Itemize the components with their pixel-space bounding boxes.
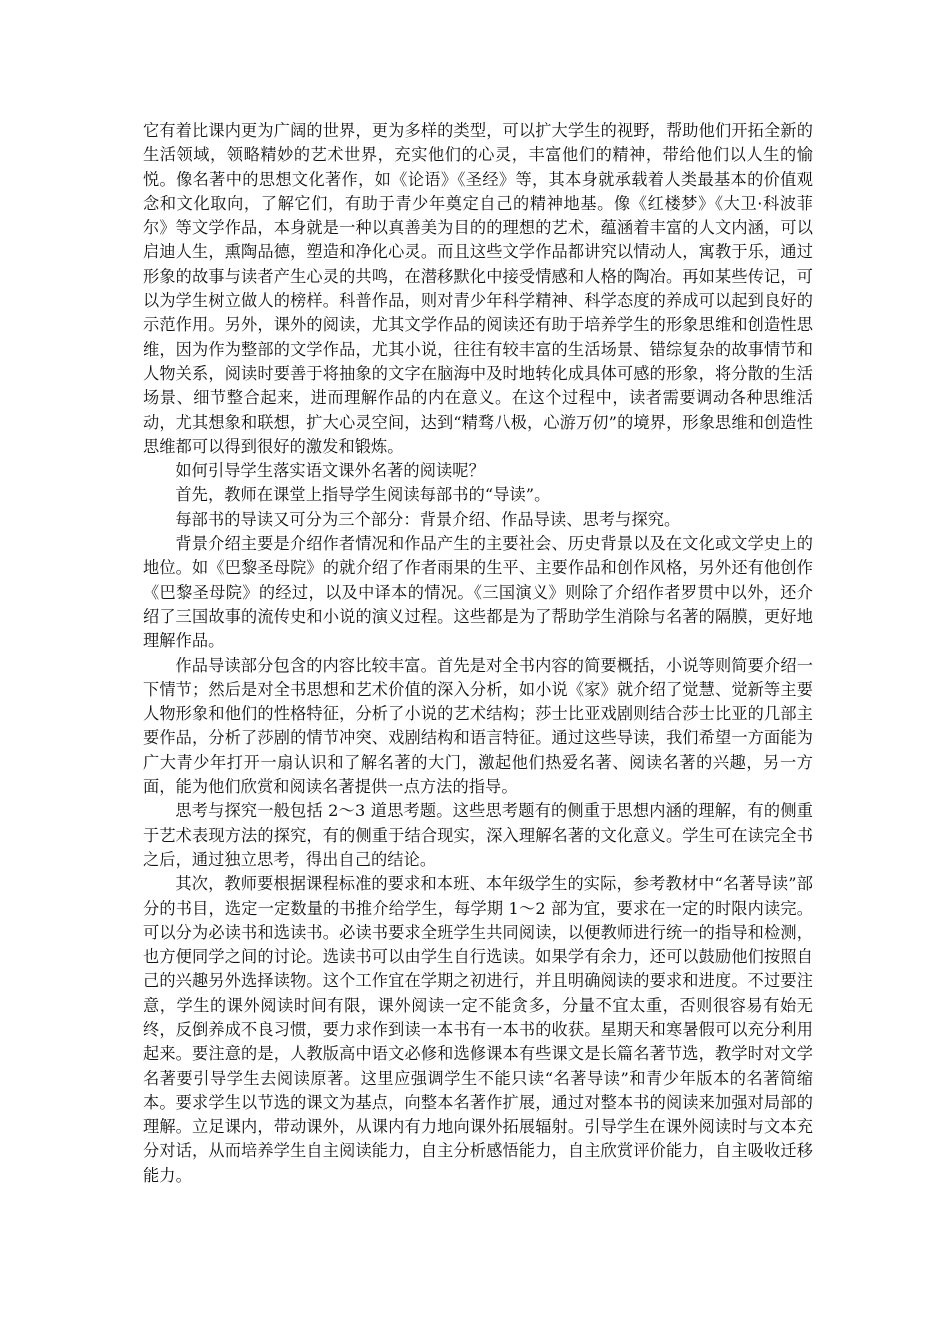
paragraph-question: 如何引导学生落实语文课外名著的阅读呢？ xyxy=(175,461,485,481)
paragraph-thinking: 思考与探究一般包括 2～3 道思考题。这些思考题有的侧重于思想内涵的理解，有的侧重于艺术表现方法的探究，有的侧重于结合现实，深入理解名著的文化意义。学生可在读完全书之后，通过独立思考，得出自己的结论。 xyxy=(143,801,813,869)
document-body xyxy=(143,119,813,1188)
paragraph-guide-parts: 每部书的导读又可分为三个部分：背景介绍、作品导读、思考与探究。 xyxy=(175,509,681,529)
paragraph-second-step: 其次，教师要根据课程标准的要求和本班、本年级学生的实际，参考教材中“名著导读”部分的书目，选定一定数量的书推介给学生，每学期 1～2 部为宜，要求在一定的时限内读完。可以分为必读书和选读书。必读书要求全班学生共同阅读，以便教师进行统一的指导和检测，也方便同学之间的讨论。选读书可以由学生自行选读。如果学有余力，还可以鼓励他们按照自己的兴趣另外选择读物。这个工作宜在学期之初进行，并且明确阅读的要求和进度。不过要注意，学生的课外阅读时间有限，课外阅读一定不能贪多，分量不宜太重，否则很容易有始无终，反倒养成不良习惯，要力求作到读一本书有一本书的收获。星期天和寒暑假可以充分利用起来。要注意的是，人教版高中语文必修和选修课本有些课文是长篇名著节选，教学时对文学名著要引导学生去阅读原著。这里应强调学生不能只读“名著导读”和青少年版本的名著简缩本。要求学生以节选的课文为基点，向整本名著作扩展，通过对整本书的阅读来加强对局部的理解。立足课内，带动课外，从课内有力地向课外拓展辐射。引导学生在课外阅读时与文本充分对话，从而培养学生自主阅读能力，自主分析感悟能力，自主欣赏评价能力，自主吸收迁移能力。 xyxy=(143,874,813,1185)
paragraph-first-step: 首先，教师在课堂上指导学生阅读每部书的“导读”。 xyxy=(175,485,551,505)
paragraph-continuation: 它有着比课内更为广阔的世界，更为多样的类型，可以扩大学生的视野，帮助他们开拓全新的生活领域，领略精妙的艺术世界，充实他们的心灵，丰富他们的精神，带给他们以人生的愉悦。像名著中的思想文化著作，如《论语》《圣经》等，其本身就承载着人类最基本的价值观念和文化取向，了解它们，有助于青少年奠定自己的精神地基。像《红楼梦》《大卫·科波菲尔》等文学作品，本身就是一种以真善美为目的的理想的艺术，蕴涵着丰富的人文内涵，可以启迪人生，熏陶品德，塑造和净化心灵。而且这些文学作品都讲究以情动人，寓教于乐，通过形象的故事与读者产生心灵的共鸣，在潜移默化中接受情感和人格的陶冶。再如某些传记，可以为学生树立做人的榜样。科普作品，则对青少年科学精神、科学态度的养成可以起到良好的示范作用。另外，课外的阅读，尤其文学作品的阅读还有助于培养学生的形象思维和创造性思维，因为作为整部的文学作品，尤其小说，往往有较丰富的生活场景、错综复杂的故事情节和人物关系，阅读时要善于将抽象的文字在脑海中及时地转化成具体可感的形象，将分散的生活场景、细节整合起来，进而理解作品的内在意义。在这个过程中，读者需要调动各种思维活动，尤其想象和联想，扩大心灵空间，达到“精骛八极，心游万仞”的境界，形象思维和创造性思维都可以得到很好的激发和锻炼。 xyxy=(143,121,813,456)
paragraph-background: 背景介绍主要是介绍作者情况和作品产生的主要社会、历史背景以及在文化或文学史上的地位。如《巴黎圣母院》的就介绍了作者雨果的生平、主要作品和创作风格，另外还有他创作《巴黎圣母院》的经过，以及中译本的情况。《三国演义》则除了介绍作者罗贯中以外，还介绍了三国故事的流传史和小说的演义过程。这些都是为了帮助学生消除与名著的隔膜，更好地理解作品。 xyxy=(143,534,813,651)
paragraph-work-guide: 作品导读部分包含的内容比较丰富。首先是对全书内容的简要概括，小说等则简要介绍一下情节；然后是对全书思想和艺术价值的深入分析，如小说《家》就介绍了觉慧、觉新等主要人物形象和他们的性格特征，分析了小说的艺术结构；莎士比亚戏剧则结合莎士比亚的几部主要作品，分析了莎剧的情节冲突、戏剧结构和语言特征。通过这些导读，我们希望一方面能为广大青少年打开一扇认识和了解名著的大门，激起他们热爱名著、阅读名著的兴趣，另一方面，能为他们欣赏和阅读名著提供一点方法的指导。 xyxy=(143,655,813,797)
